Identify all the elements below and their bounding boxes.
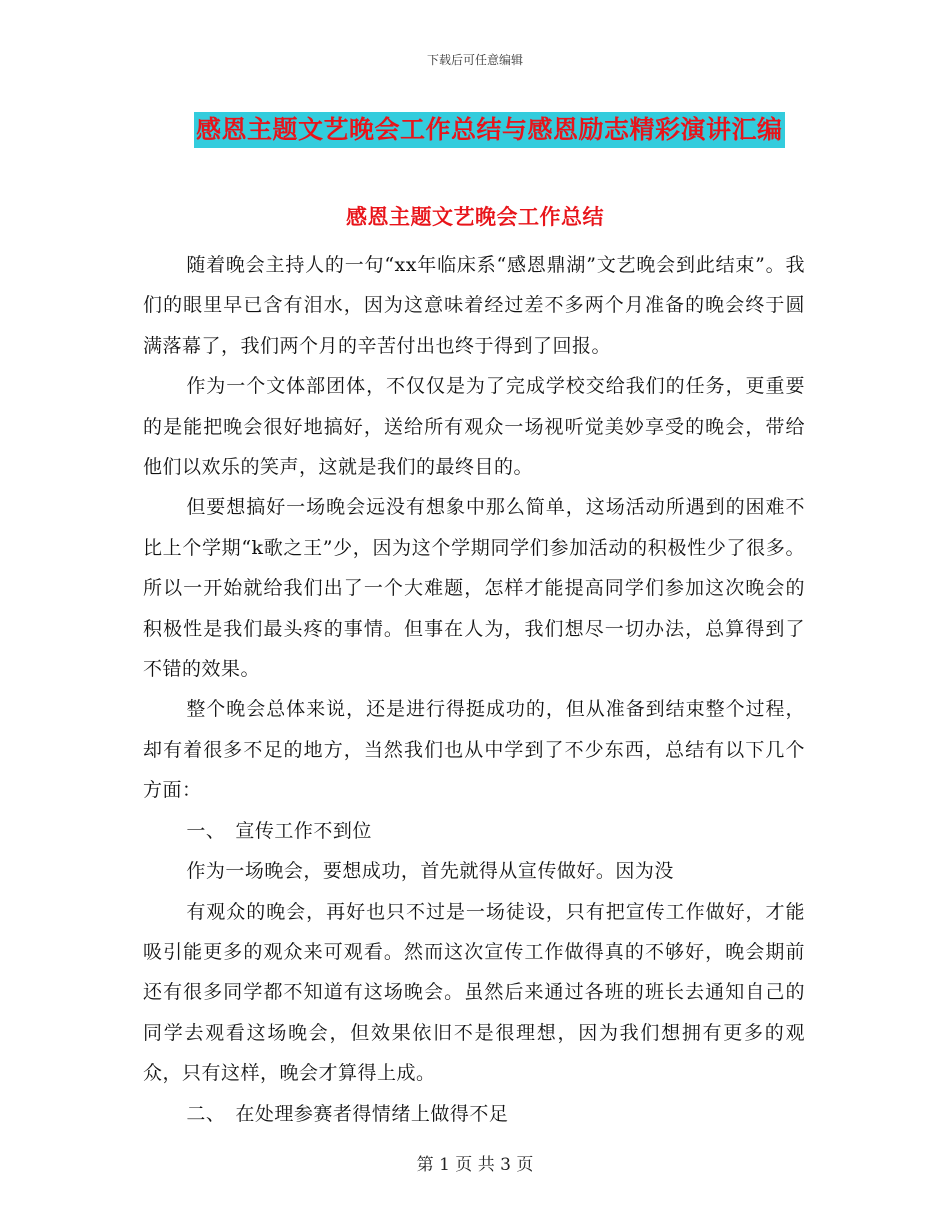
paragraph: 整个晚会总体来说，还是进行得挺成功的，但从准备到结束整个过程，却有着很多不足的地方，当然我们也从中学到了不少东西，总结有以下几个方面： [143, 698, 805, 802]
document-main-title: 感恩主题文艺晚会工作总结与感恩励志精彩演讲汇编 [194, 112, 785, 148]
paragraph: 有观众的晚会，再好也只不过是一场徒设，只有把宣传工作做好，才能吸引能更多的观众来可观看。然而这次宣传工作做得真的不够好，晚会期前还有很多同学都不知道有这场晚会。虽然后来通过各班的班长去通知自己的同学去观看这场晚会，但效果依旧不是很理想，因为我们想拥有更多的观众，只有这样，晚会才算得上成。 [143, 900, 805, 1085]
document-body [143, 245, 805, 1134]
paragraph: 随着晚会主持人的一句“xx年临床系“感恩鼎湖”文艺晚会到此结束”。我们的眼里早已含有泪水，因为这意味着经过差不多两个月准备的晚会终于圆满落幕了，我们两个月的辛苦付出也终于得到了回报。 [143, 254, 805, 357]
paragraph: 作为一个文体部团体，不仅仅是为了完成学校交给我们的任务，更重要的是能把晚会很好地搞好，送给所有观众一场视听觉美妙享受的晚会，带给他们以欢乐的笑声，这就是我们的最终目的。 [143, 375, 805, 479]
list-heading: 二、 在处理参赛者得情绪上做得不足 [186, 1102, 509, 1125]
section-title: 感恩主题文艺晚会工作总结 [346, 204, 604, 229]
page-header-note: 下载后可任意编辑 [426, 53, 523, 67]
list-heading: 一、 宣传工作不到位 [186, 819, 372, 842]
page-number-footer: 第 1 页 共 3 页 [416, 1155, 534, 1175]
paragraph: 作为一场晚会，要想成功，首先就得从宣传做好。因为没 [186, 860, 674, 883]
paragraph: 但要想搞好一场晚会远没有想象中那么简单，这场活动所遇到的困难不比上个学期“k歌之王”少，因为这个学期同学们参加活动的积极性少了很多。所以一开始就给我们出了一个大难题，怎样才能提高同学们参加这次晚会的积极性是我们最头疼的事情。但事在人为，我们想尽一切办法，总算得到了不错的效果。 [143, 496, 805, 681]
